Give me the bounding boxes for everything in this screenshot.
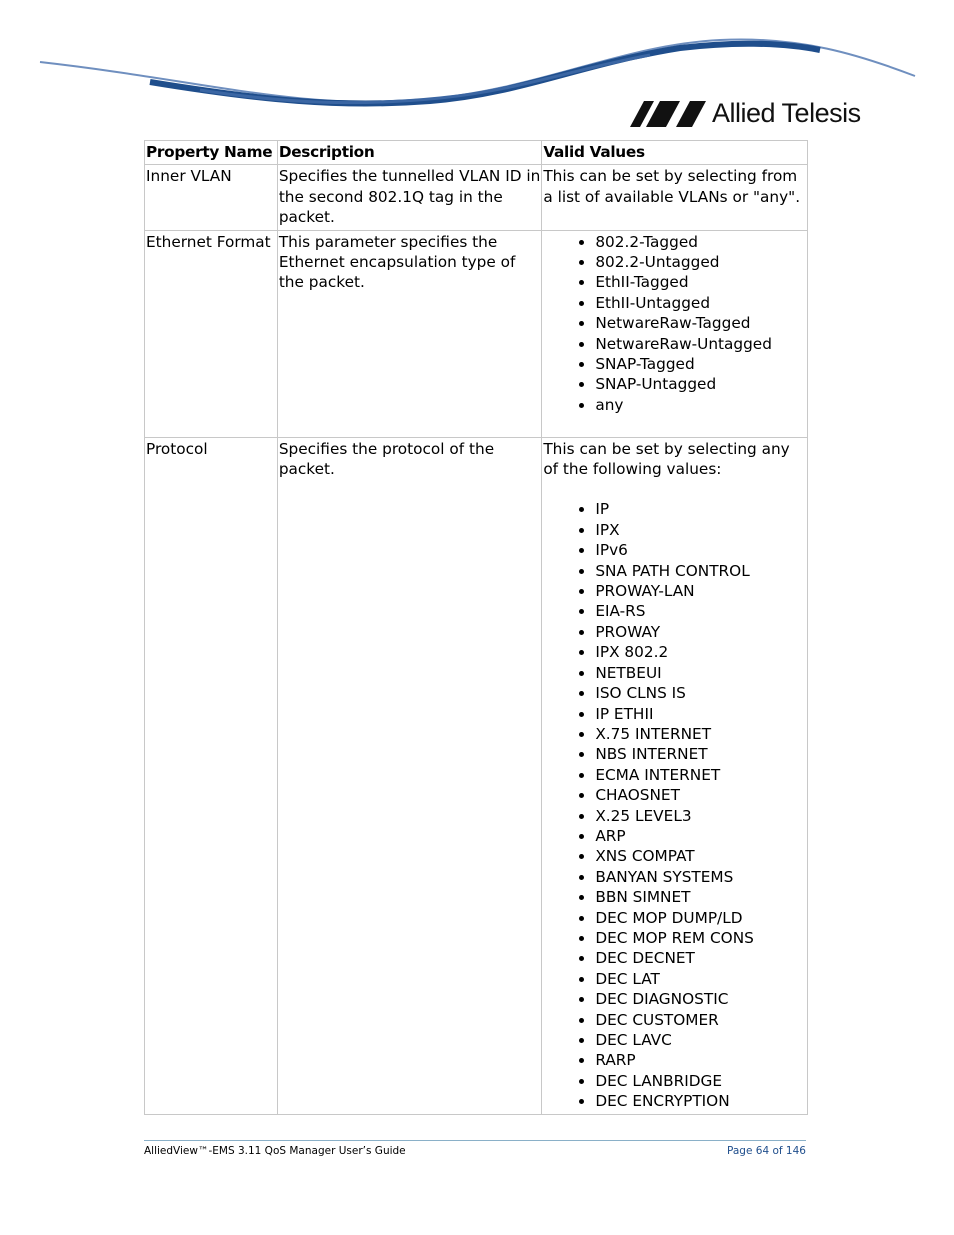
list-item: • CHAOSNET [595,785,806,805]
list-item: • EthII-Untagged [595,293,806,313]
list-item: • DEC CUSTOMER [595,1010,806,1030]
brand-name: Allied Telesis [712,98,861,128]
list-item: • BBN SIMNET [595,887,806,907]
footer-page-number: Page 64 of 146 [727,1145,806,1157]
list-item: • IPX 802.2 [595,642,806,662]
list-item: • SNAP-Tagged [595,354,806,374]
list-item: • ISO CLNS IS [595,683,806,703]
list-item: • ECMA INTERNET [595,765,806,785]
list-item: • DEC MOP DUMP/LD [595,908,806,928]
list-item: • EIA-RS [595,601,806,621]
list-item: • IP ETHII [595,704,806,724]
list-item: • NetwareRaw-Untagged [595,334,806,354]
list-item: • DEC DECNET [595,948,806,968]
list-item: • XNS COMPAT [595,846,806,866]
header-property-name: Property Name [145,141,278,165]
cell-property-name: Protocol [145,437,278,1114]
list-item: • IPX [595,520,806,540]
list-item: • DEC LAVC [595,1030,806,1050]
header-description: Description [277,141,542,165]
table-row [145,165,808,230]
list-item: • ARP [595,826,806,846]
list-item: • BANYAN SYSTEMS [595,867,806,887]
list-item: • NETBEUI [595,663,806,683]
list-item: • DEC LANBRIDGE [595,1071,806,1091]
header-valid-values: Valid Values [542,141,808,165]
list-item: • X.75 INTERNET [595,724,806,744]
list-item: • 802.2-Tagged [595,232,806,252]
protocol-list [543,499,806,1111]
footer-rule [144,1140,806,1141]
list-item: • SNAP-Untagged [595,374,806,394]
table-row [145,437,808,1114]
list-item: • PROWAY [595,622,806,642]
list-item: • NBS INTERNET [595,744,806,764]
list-item: • X.25 LEVEL3 [595,806,806,826]
list-item: • SNA PATH CONTROL [595,561,806,581]
cell-valid-values [542,230,808,437]
list-item: • PROWAY-LAN [595,581,806,601]
list-item: • DEC DIAGNOSTIC [595,989,806,1009]
cell-valid-values: This can be set by selecting from a list of available VLANs or "any". [542,165,808,230]
property-table [144,140,808,1115]
list-item: • IP [595,499,806,519]
table-row [145,230,808,437]
list-item: • NetwareRaw-Tagged [595,313,806,333]
table-header-row [145,141,808,165]
protocol-values-intro: This can be set by selecting any of the following values: [543,439,790,479]
list-item: • DEC MOP REM CONS [595,928,806,948]
list-item: • 802.2-Untagged [595,252,806,272]
cell-description: Specifies the protocol of the packet. [277,437,542,1114]
list-item: • IPv6 [595,540,806,560]
allied-telesis-mark-icon [630,99,706,129]
cell-description: Specifies the tunnelled VLAN ID in the second 802.1Q tag in the packet. [277,165,542,230]
cell-description: This parameter specifies the Ethernet encapsulation type of the packet. [277,230,542,437]
ethernet-format-list [543,232,806,416]
list-item: • RARP [595,1050,806,1070]
cell-property-name: Ethernet Format [145,230,278,437]
list-item: • any [595,395,806,415]
footer-document-title: AlliedView™-EMS 3.11 QoS Manager User’s Guide [144,1145,406,1157]
cell-valid-values [542,437,808,1114]
list-item: • DEC LAT [595,969,806,989]
cell-property-name: Inner VLAN [145,165,278,230]
list-item: • DEC ENCRYPTION [595,1091,806,1111]
allied-telesis-logo [630,98,861,129]
list-item: • EthII-Tagged [595,272,806,292]
